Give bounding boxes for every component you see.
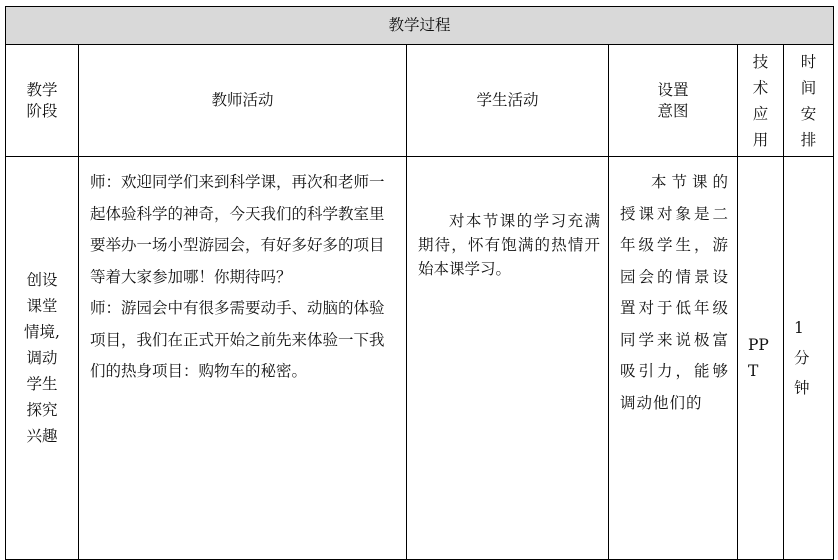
header-time-char: 安 (800, 104, 817, 123)
table-caption: 教学过程 (6, 7, 834, 45)
design-intent-cell: 本节课的授课对象是二年级学生，游园会的情景设置对于低年级同学来说极富吸引力，能够调动他们的 (609, 157, 738, 560)
header-tech-char: 术 (752, 78, 769, 97)
student-activity-cell: 对本节课的学习充满期待，怀有饱满的热情开始本课学习。 (407, 157, 609, 560)
tech-line: T (748, 362, 759, 380)
header-intent-line: 设置 (657, 80, 689, 99)
header-row (6, 45, 834, 157)
teacher-activity-cell (79, 157, 407, 560)
table-row (6, 157, 834, 560)
tech-line: PP (748, 336, 769, 354)
teacher-paragraph: 师：欢迎同学们来到科学课，再次和老师一起体验科学的神奇，今天我们的科学教室里要举办一场小型游园会，有好多好多的项目等着大家参加哪！你期待吗？ (90, 173, 385, 286)
time-line: 1 (794, 319, 804, 337)
header-time-char: 排 (800, 130, 817, 149)
header-stage-line: 教学 (26, 80, 58, 99)
header-teacher: 教师活动 (79, 45, 407, 157)
header-intent (609, 45, 738, 157)
time-line: 分 (794, 349, 810, 367)
header-stage (6, 45, 79, 157)
stage-line: 情境, (24, 323, 60, 341)
stage-line: 兴趣 (26, 427, 58, 445)
header-student: 学生活动 (407, 45, 609, 157)
header-time-char: 时 (800, 52, 817, 71)
header-tech-char: 用 (752, 130, 769, 149)
time-cell (784, 157, 834, 560)
time-line: 钟 (794, 379, 810, 397)
stage-line: 学生 (26, 375, 58, 393)
tech-cell (738, 157, 784, 560)
header-time-char: 间 (800, 78, 817, 97)
stage-line: 探究 (26, 401, 58, 419)
header-stage-line: 阶段 (26, 101, 58, 120)
caption-row (6, 7, 834, 45)
teacher-paragraph: 师：游园会中有很多需要动手、动脑的体验项目，我们在正式开始之前先来体验一下我们的热身项目：购物车的秘密。 (90, 299, 385, 380)
teaching-process-table (5, 6, 834, 560)
header-tech-char: 技 (752, 52, 769, 71)
header-tech-char: 应 (752, 104, 769, 123)
stage-cell (6, 157, 79, 560)
header-tech (738, 45, 784, 157)
stage-line: 课堂 (26, 297, 58, 315)
header-time (784, 45, 834, 157)
stage-line: 创设 (26, 271, 58, 289)
header-intent-line: 意图 (657, 101, 689, 120)
stage-line: 调动 (26, 349, 58, 367)
